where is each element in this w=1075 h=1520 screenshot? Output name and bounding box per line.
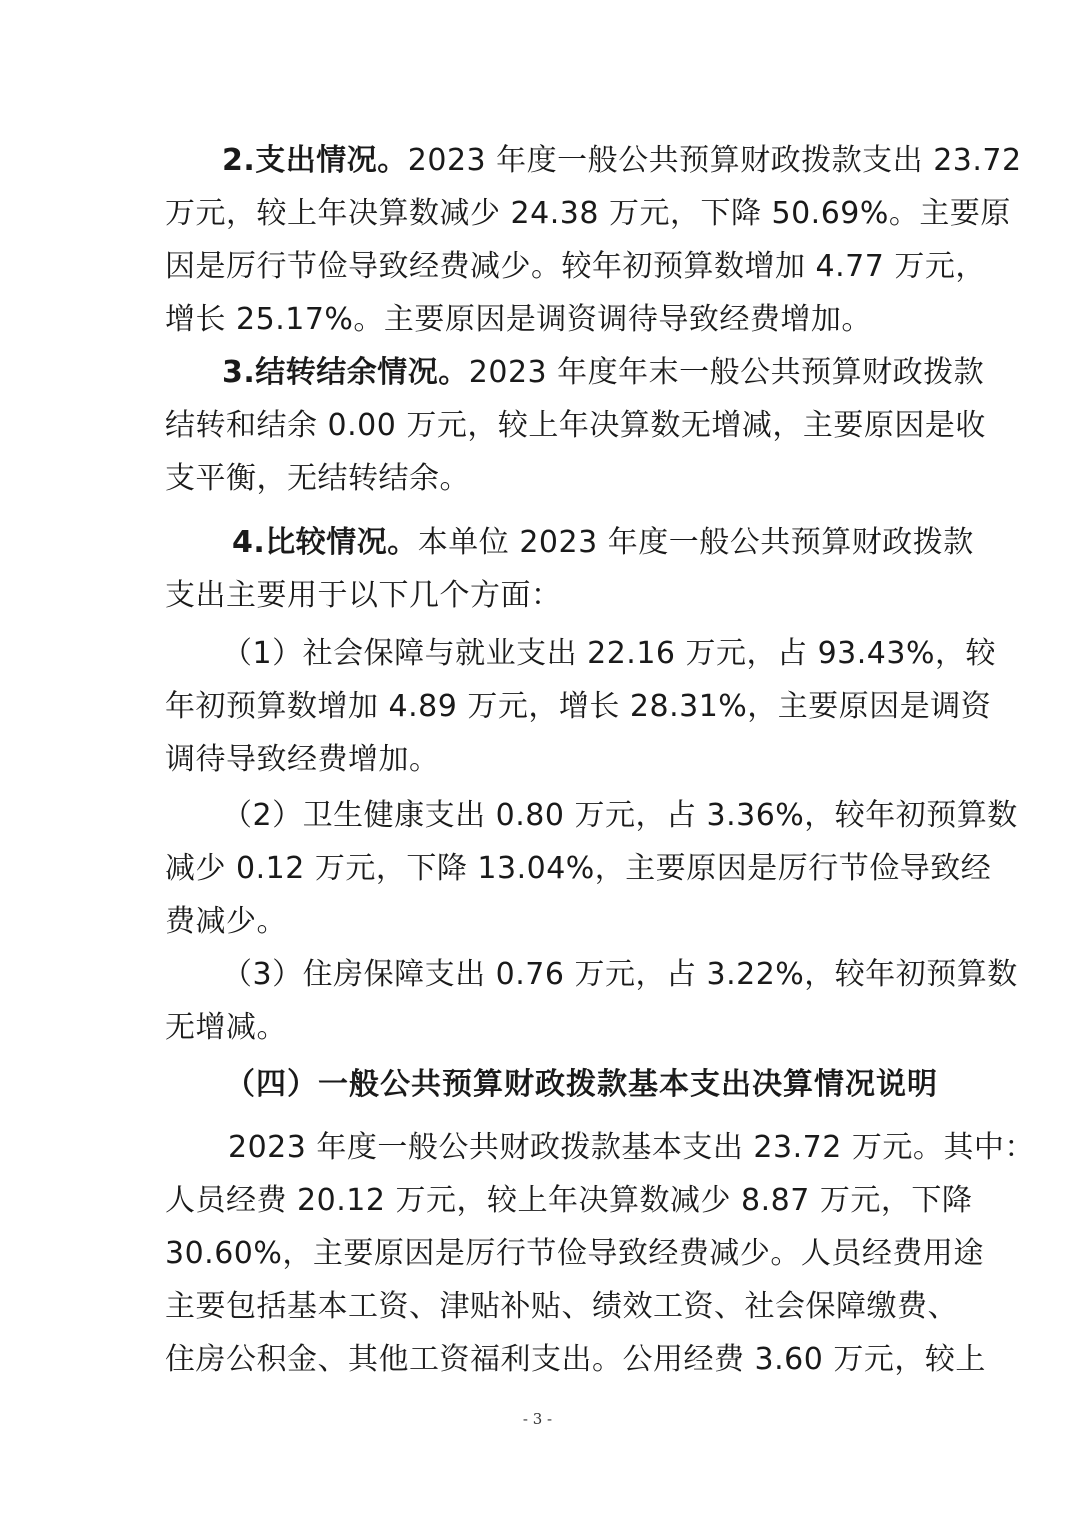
paragraph-line: 费减少。 [165,904,287,939]
paragraph-line: 人员经费 20.12 万元，较上年决算数减少 8.87 万元，下降 [165,1183,973,1218]
paragraph-line: 增长 25.17%。主要原因是调资调待导致经费增加。 [165,302,872,337]
section-lead: 4.比较情况。 [232,525,418,560]
paragraph-line: 结转和结余 0.00 万元，较上年决算数无增减，主要原因是收 [165,408,986,443]
paragraph-line [232,523,974,563]
section-heading: （四）一般公共预算财政拨款基本支出决算情况说明 [225,1067,938,1102]
paragraph-line: 因是厉行节俭导致经费减少。较年初预算数增加 4.77 万元， [165,249,986,284]
paragraph-line: 30.60%，主要原因是厉行节俭导致经费减少。人员经费用途 [165,1236,984,1271]
paragraph-line: （3）住房保障支出 0.76 万元，占 3.22%，较年初预算数 [222,957,1018,992]
paragraph-line: 年初预算数增加 4.89 万元，增长 28.31%，主要原因是调资 [165,689,992,724]
paragraph-line: 2023 年度一般公共财政拨款基本支出 23.72 万元。其中： [228,1130,1035,1165]
paragraph-line: （1）社会保障与就业支出 22.16 万元，占 93.43%，较 [222,636,996,671]
paragraph-line [222,141,1022,181]
paragraph-line: 调待导致经费增加。 [165,742,440,777]
text-span: 本单位 2023 年度一般公共预算财政拨款 [417,525,974,560]
paragraph-line [222,353,985,393]
paragraph-line: 主要包括基本工资、津贴补贴、绩效工资、社会保障缴费、 [165,1289,958,1324]
section-lead: 3.结转结余情况。 [222,355,469,390]
section-lead: 2.支出情况。 [222,143,408,178]
paragraph-line: 减少 0.12 万元，下降 13.04%，主要原因是厉行节俭导致经 [165,851,992,886]
text-span: 2023 年度年末一般公共预算财政拨款 [468,355,985,390]
paragraph-line: 支出主要用于以下几个方面： [165,578,562,613]
paragraph-line: （2）卫生健康支出 0.80 万元，占 3.36%，较年初预算数 [222,798,1018,833]
text-span: 2023 年度一般公共预算财政拨款支出 23.72 [407,143,1022,178]
page-number: - 3 - [522,1410,553,1428]
paragraph-line: 住房公积金、其他工资福利支出。公用经费 3.60 万元，较上 [165,1342,986,1377]
paragraph-line: 万元，较上年决算数减少 24.38 万元，下降 50.69%。主要原 [165,196,1011,231]
paragraph-line: 无增减。 [165,1010,287,1045]
paragraph-line: 支平衡，无结转结余。 [165,461,470,496]
